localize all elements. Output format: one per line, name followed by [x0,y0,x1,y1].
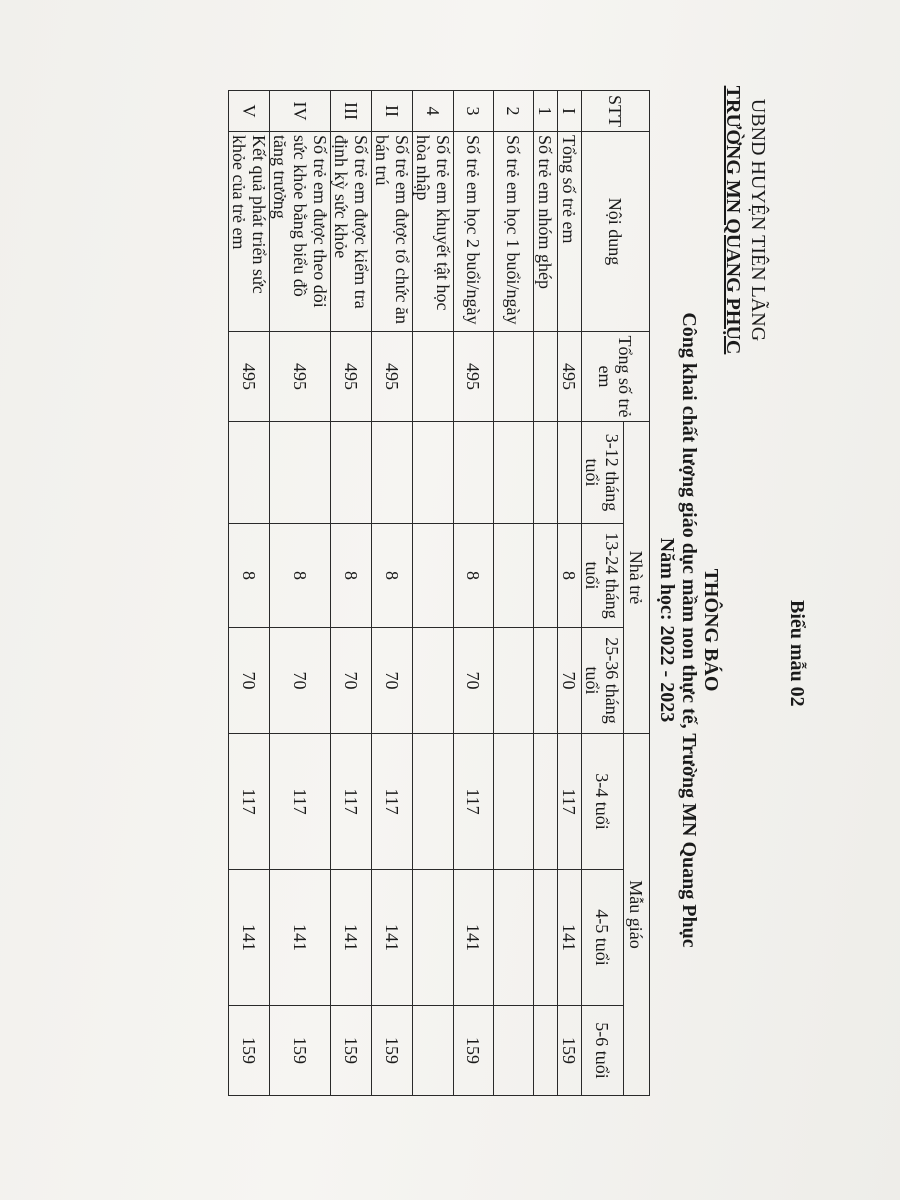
header-total: Tổng số trẻ em [582,332,650,422]
row-value: 8 [270,524,331,628]
notice-subtitle: Công khai chất lượng giáo dục mầm non thực tế, Trường MN Quang Phục [678,312,700,948]
row-value: 117 [331,734,372,870]
row-value: 495 [454,332,494,422]
row-value: 141 [331,870,372,1006]
row-stt: 3 [454,91,494,132]
row-value: 8 [372,524,413,628]
row-value: 495 [372,332,413,422]
row-value: 495 [558,332,582,422]
row-value: 141 [558,870,582,1006]
header-age-4-5: 4-5 tuổi [582,870,624,1006]
row-value [413,332,454,422]
table-row [229,91,270,1096]
table-row [372,91,413,1096]
row-value [494,422,534,524]
row-value: 159 [454,1006,494,1096]
row-value [413,524,454,628]
row-value: 70 [372,628,413,734]
row-value [413,870,454,1006]
row-value [534,628,558,734]
row-value [534,734,558,870]
row-value [413,734,454,870]
header-age-3-4: 3-4 tuổi [582,734,624,870]
row-value: 159 [229,1006,270,1096]
row-content: Tổng số trẻ em [558,132,582,332]
row-stt: 2 [494,91,534,132]
row-content: Số trẻ em được kiểm tra định kỳ sức khỏe [331,132,372,332]
row-value [534,332,558,422]
row-stt: V [229,91,270,132]
row-value [270,422,331,524]
row-value [494,524,534,628]
row-value: 141 [454,870,494,1006]
row-value: 117 [372,734,413,870]
row-value [372,422,413,524]
row-value: 495 [229,332,270,422]
header-age-3-12m: 3-12 tháng tuổi [582,422,624,524]
table-row [494,91,534,1096]
row-stt: 4 [413,91,454,132]
row-value [494,1006,534,1096]
row-value: 141 [229,870,270,1006]
organization-header [720,50,770,390]
table-row [413,91,454,1096]
table-body [229,91,582,1096]
row-value [534,870,558,1006]
row-content: Số trẻ em học 2 buổi/ngày [454,132,494,332]
table-row [534,91,558,1096]
row-stt: I [558,91,582,132]
row-value: 70 [558,628,582,734]
row-content: Số trẻ em được tổ chức ăn bán trú [372,132,413,332]
row-value: 495 [331,332,372,422]
row-value: 70 [270,628,331,734]
row-value: 8 [229,524,270,628]
row-content: Số trẻ em học 1 buổi/ngày [494,132,534,332]
row-value [534,1006,558,1096]
row-value: 117 [229,734,270,870]
row-value: 159 [372,1006,413,1096]
row-stt: III [331,91,372,132]
row-value: 117 [270,734,331,870]
header-stt: STT [582,91,650,132]
row-value [494,628,534,734]
row-value: 117 [454,734,494,870]
row-value: 117 [558,734,582,870]
row-value: 159 [331,1006,372,1096]
row-value [413,422,454,524]
table-row [331,91,372,1096]
row-value [494,332,534,422]
row-value [331,422,372,524]
header-age-5-6: 5-6 tuổi [582,1006,624,1096]
notice-title: THÔNG BÁO [700,568,722,692]
row-value: 495 [270,332,331,422]
row-value: 159 [558,1006,582,1096]
row-stt: II [372,91,413,132]
row-value: 70 [229,628,270,734]
header-age-13-24m: 13-24 tháng tuổi [582,524,624,628]
row-value [413,628,454,734]
row-content: Số trẻ em được theo dõi sức khỏe bằng biểu đồ tăng trưởng [270,132,331,332]
org-line-1: UBND HUYỆN TIÊN LÃNG [747,98,769,342]
header-age-25-36m: 25-36 tháng tuổi [582,628,624,734]
row-stt: IV [270,91,331,132]
row-value [534,524,558,628]
row-value: 141 [270,870,331,1006]
row-value [229,422,270,524]
header-kindergarten: Mẫu giáo [624,734,650,1096]
header-content: Nội dung [582,132,650,332]
row-value: 8 [331,524,372,628]
row-value [494,870,534,1006]
row-value: 141 [372,870,413,1006]
table-row [558,91,582,1096]
table-row [454,91,494,1096]
row-value [494,734,534,870]
row-value: 159 [270,1006,331,1096]
quality-table [228,90,650,1096]
row-content: Kết quả phát triển sức khỏe của trẻ em [229,132,270,332]
row-value [454,422,494,524]
row-value [413,1006,454,1096]
row-content: Số trẻ em nhóm ghép [534,132,558,332]
row-stt: 1 [534,91,558,132]
row-content: Số trẻ em khuyết tật học hòa nhập [413,132,454,332]
row-value [534,422,558,524]
form-code: Biểu mẫu 02 [786,600,808,707]
row-value: 8 [558,524,582,628]
row-value: 8 [454,524,494,628]
row-value: 70 [454,628,494,734]
row-value [558,422,582,524]
header-nursery: Nhà trẻ [624,422,650,734]
row-value: 70 [331,628,372,734]
table-row [270,91,331,1096]
org-line-2: TRƯỜNG MN QUANG PHỤC [722,85,744,355]
school-year: Năm học: 2022 - 2023 [656,537,678,723]
notice-title-block [656,300,722,960]
